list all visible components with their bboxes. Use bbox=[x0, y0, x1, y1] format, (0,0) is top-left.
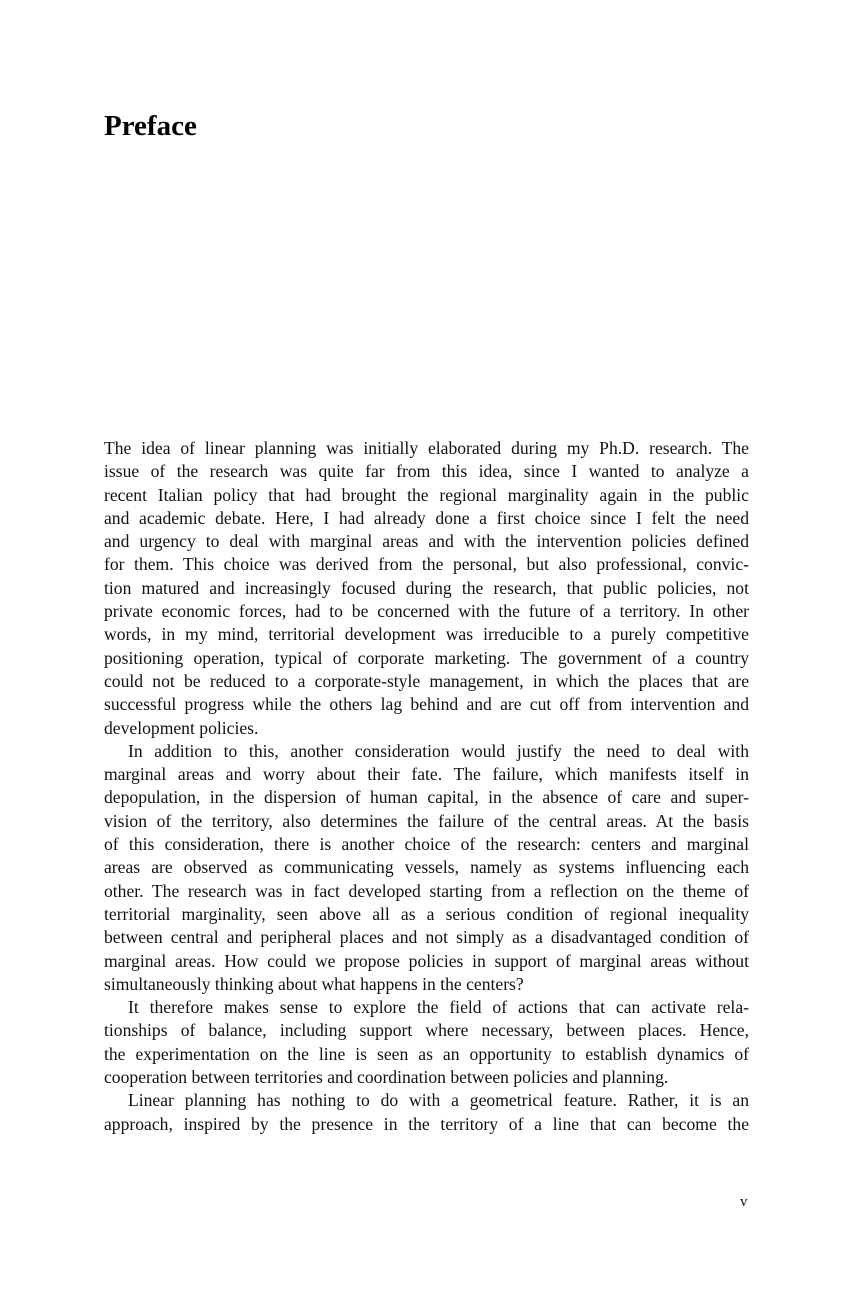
paragraph-1 bbox=[104, 437, 749, 740]
text-line: areas are observed as communicating vessels, namely as systems influencing each bbox=[104, 857, 749, 878]
body-text bbox=[104, 437, 749, 1136]
text-line: words, in my mind, territorial development was irreducible to a purely competitive bbox=[104, 624, 749, 645]
paragraph-4 bbox=[104, 1089, 749, 1136]
text-line: territorial marginality, seen above all as a serious condition of regional inequality bbox=[104, 903, 749, 924]
text-line: of this consideration, there is another choice of the research: centers and marginal bbox=[104, 834, 749, 855]
text-line: Linear planning has nothing to do with a geometrical feature. Rather, it is an bbox=[128, 1090, 749, 1111]
text-line: other. The research was in fact developed starting from a reflection on the theme of bbox=[104, 880, 749, 901]
page-number: v bbox=[740, 1194, 748, 1210]
text-line: and urgency to deal with marginal areas and with the intervention policies defined bbox=[104, 531, 749, 552]
text-line: simultaneously thinking about what happens in the centers? bbox=[104, 973, 524, 994]
text-line: depopulation, in the dispersion of human capital, in the absence of care and super- bbox=[104, 787, 749, 808]
text-line: for them. This choice was derived from the personal, but also professional, convic- bbox=[104, 554, 749, 575]
text-line: recent Italian policy that had brought the regional marginality again in the public bbox=[104, 484, 749, 505]
text-line: issue of the research was quite far from this idea, since I wanted to analyze a bbox=[104, 461, 749, 482]
paragraph-3 bbox=[104, 996, 749, 1089]
text-line: tion matured and increasingly focused during the research, that public policies, not bbox=[104, 577, 749, 598]
text-line: could not be reduced to a corporate-style management, in which the places that are bbox=[104, 670, 749, 691]
text-line: marginal areas. How could we propose policies in support of marginal areas without bbox=[104, 950, 749, 971]
text-line: marginal areas and worry about their fate. The failure, which manifests itself in bbox=[104, 764, 749, 785]
text-line: development policies. bbox=[104, 717, 259, 738]
text-line: positioning operation, typical of corporate marketing. The government of a country bbox=[104, 647, 749, 668]
paragraph-2 bbox=[104, 740, 749, 996]
text-line: and academic debate. Here, I had already done a first choice since I felt the need bbox=[104, 507, 749, 528]
text-line: successful progress while the others lag behind and are cut off from intervention and bbox=[104, 694, 749, 715]
text-line: The idea of linear planning was initially elaborated during my Ph.D. research. The bbox=[104, 438, 749, 458]
text-line: the experimentation on the line is seen as an opportunity to establish dynamics of bbox=[104, 1043, 749, 1064]
text-line: private economic forces, had to be concerned with the future of a territory. In other bbox=[104, 601, 749, 622]
text-line: approach, inspired by the presence in the territory of a line that can become the bbox=[104, 1113, 749, 1134]
page-title: Preface bbox=[104, 110, 197, 142]
text-line: cooperation between territories and coordination between policies and planning. bbox=[104, 1067, 669, 1088]
text-line: It therefore makes sense to explore the field of actions that can activate rela- bbox=[128, 997, 749, 1018]
text-line: vision of the territory, also determines the failure of the central areas. At the basis bbox=[104, 810, 749, 831]
text-line: between central and peripheral places and not simply as a disadvantaged condition of bbox=[104, 927, 749, 948]
text-line: In addition to this, another consideration would justify the need to deal with bbox=[128, 740, 749, 761]
text-line: tionships of balance, including support where necessary, between places. Hence, bbox=[104, 1020, 749, 1041]
